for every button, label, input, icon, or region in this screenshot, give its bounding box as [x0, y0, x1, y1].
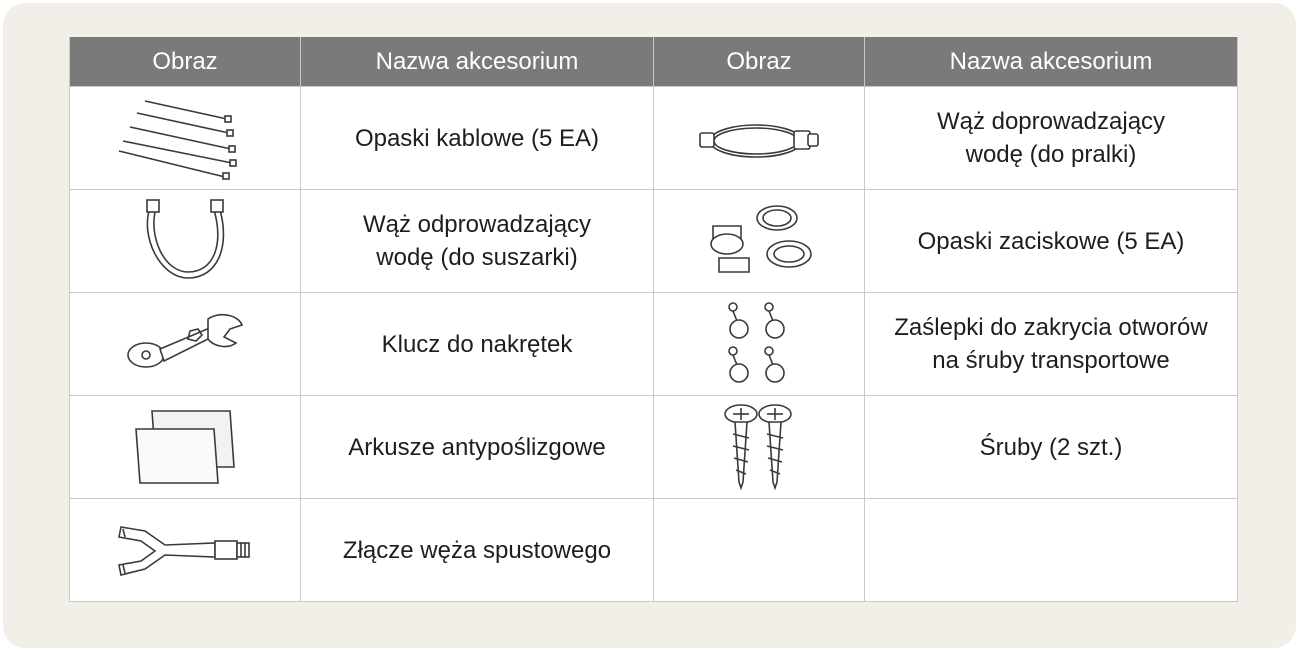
accessory-name-cell — [865, 190, 1238, 293]
cable-ties-icon — [115, 93, 255, 183]
table-row — [70, 396, 1238, 499]
image-cell — [654, 293, 865, 396]
accessory-name-cell — [865, 87, 1238, 190]
drain-hose-connector-icon — [115, 515, 255, 585]
header-accessory-name: Nazwa akcesorium — [301, 37, 654, 87]
image-cell — [70, 190, 301, 293]
image-cell — [70, 396, 301, 499]
screws-icon — [719, 402, 799, 492]
accessory-name: na śruby transportowe — [932, 347, 1170, 374]
accessory-name-cell — [301, 190, 654, 293]
accessory-name: wodę (do pralki) — [965, 141, 1137, 168]
table-row — [70, 293, 1238, 396]
accessory-name-cell — [301, 396, 654, 499]
header-accessory-name: Nazwa akcesorium — [865, 37, 1238, 87]
accessory-name: Wąż odprowadzający — [362, 211, 592, 238]
header-image: Obraz — [70, 37, 301, 87]
water-inlet-hose-icon — [694, 103, 824, 173]
accessory-name-cell — [865, 293, 1238, 396]
hole-caps-icon — [719, 299, 799, 389]
table-header-row — [70, 37, 1238, 87]
image-cell — [70, 87, 301, 190]
empty-name-cell — [865, 499, 1238, 602]
empty-image-cell — [654, 499, 865, 602]
accessory-name: Klucz do nakrętek — [381, 330, 573, 358]
image-cell — [654, 396, 865, 499]
image-cell — [70, 499, 301, 602]
accessory-name-cell — [301, 87, 654, 190]
accessory-name: Złącze węża spustowego — [342, 536, 612, 564]
header-image: Obraz — [654, 37, 865, 87]
accessory-name: wodę (do suszarki) — [376, 244, 578, 271]
accessory-name: Arkusze antypoślizgowe — [348, 433, 606, 461]
accessory-name: Wąż doprowadzający — [936, 108, 1166, 135]
accessory-name-cell — [865, 396, 1238, 499]
drain-hose-icon — [130, 196, 240, 286]
accessory-name: Opaski kablowe (5 EA) — [354, 124, 600, 152]
accessory-name-cell — [301, 293, 654, 396]
accessory-name-cell — [301, 499, 654, 602]
clamp-bands-icon — [699, 196, 819, 286]
accessories-panel — [3, 3, 1296, 648]
wrench-icon — [120, 309, 250, 379]
accessories-table — [69, 37, 1238, 602]
accessory-name: Zaślepki do zakrycia otworów — [894, 314, 1208, 341]
table-row — [70, 499, 1238, 602]
image-cell — [70, 293, 301, 396]
image-cell — [654, 190, 865, 293]
accessory-name: Opaski zaciskowe (5 EA) — [917, 227, 1185, 255]
image-cell — [654, 87, 865, 190]
table-row — [70, 190, 1238, 293]
table-row — [70, 87, 1238, 190]
anti-slip-sheets-icon — [130, 407, 240, 487]
accessory-name: Śruby (2 szt.) — [979, 433, 1123, 461]
